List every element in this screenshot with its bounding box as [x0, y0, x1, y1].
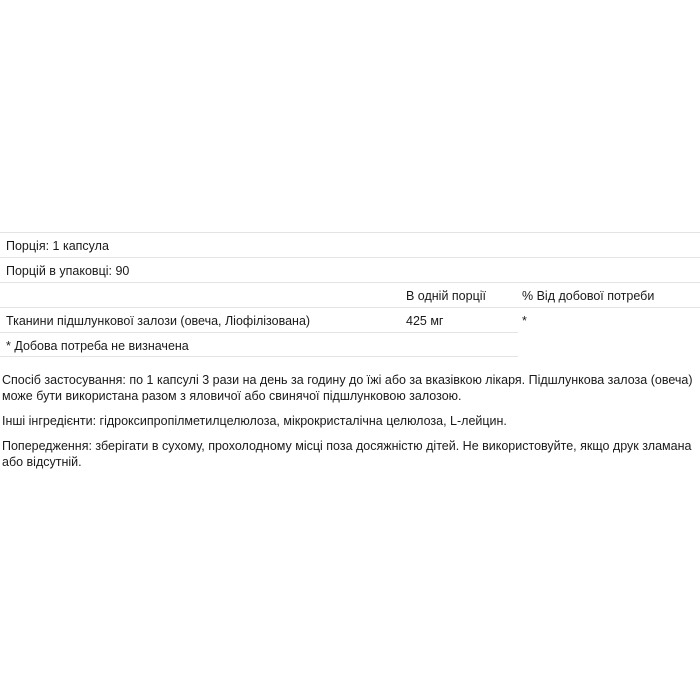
ingredient-name: Тканини підшлункової залози (овеча, Ліофілізована) — [6, 314, 311, 328]
servings-per-container-row — [0, 257, 700, 282]
product-notes — [2, 372, 696, 479]
warning-text: Попередження: зберігати в сухому, прохолодному місці поза досяжністю дітей. Не використовуйте, якщо друк зламана або відсутній. — [2, 439, 692, 469]
ingredient-daily-value: * — [522, 314, 527, 328]
other-ingredients-text: Інші інгредієнти: гідроксипропілметилцелюлоза, мікрокристалічна целюлоза, L-лейцин. — [2, 414, 507, 428]
ingredient-amount: 425 мг — [406, 314, 444, 328]
per-serving-header: В одній порції — [406, 289, 486, 303]
footnote-row — [0, 332, 518, 357]
daily-value-header: % Від добової потреби — [522, 289, 655, 303]
serving-size-text: Порція: 1 капсула — [6, 239, 109, 253]
supplement-facts-table — [0, 232, 700, 357]
footnote-text: * Добова потреба не визначена — [6, 339, 189, 353]
table-header-row — [0, 282, 700, 307]
servings-per-container-text: Порцій в упаковці: 90 — [6, 264, 130, 278]
serving-size-row — [0, 232, 700, 257]
ingredient-row — [0, 307, 700, 332]
usage-text: Спосіб застосування: по 1 капсулі 3 рази на день за годину до їжі або за вказівкою лікаря. Підшлункова залоза (овеча) може бути використана разом з яловичої або свинячої підшлунковою залозою. — [2, 373, 693, 403]
